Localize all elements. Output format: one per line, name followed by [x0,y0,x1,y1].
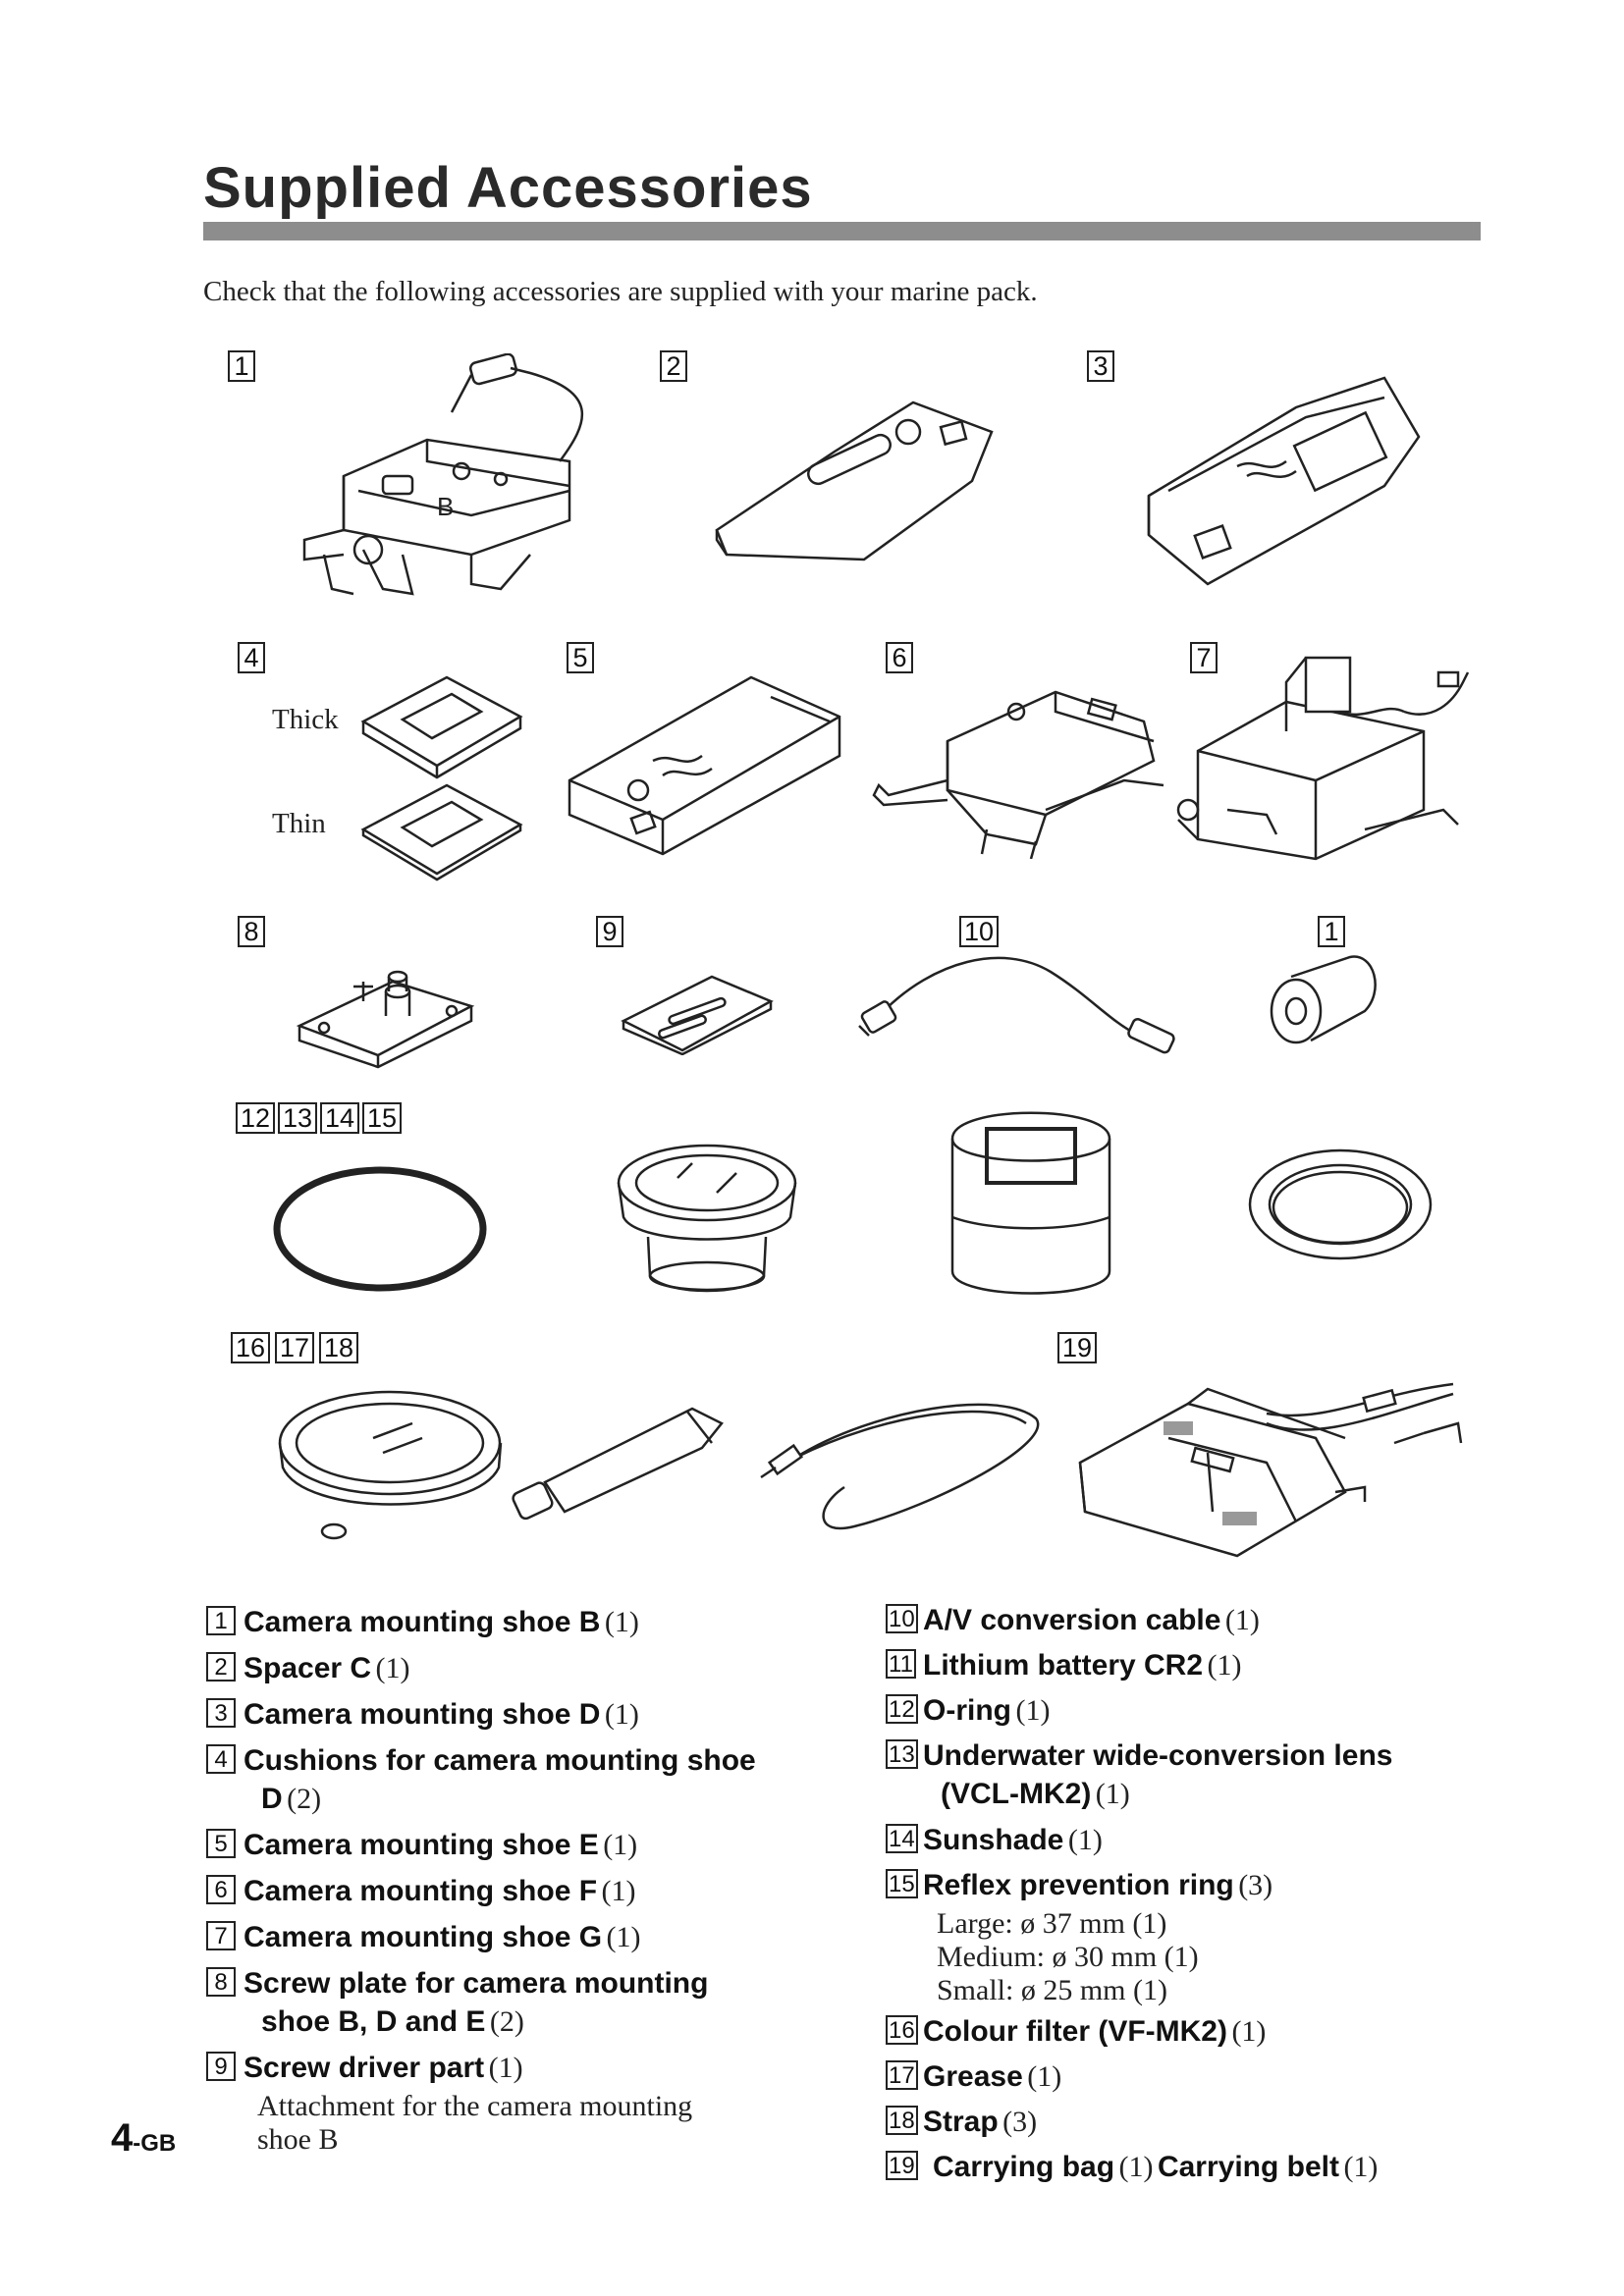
item-name: Camera mounting shoe F [244,1875,598,1907]
item-number: 13 [886,1739,918,1769]
list-item [206,2048,825,2157]
list-item [206,1602,825,1648]
item-name-continued: (VCL-MK2) [941,1778,1092,1810]
item-quantity: (1) [604,1606,639,1638]
list-item [886,2102,1494,2147]
list-item [886,1820,1494,1865]
figure-label-8: 8 [238,916,265,947]
list-item [886,2011,1494,2056]
item-number: 12 [886,1694,918,1724]
lithium-battery-illustration [1262,952,1389,1050]
figure-label-18: 18 [319,1332,358,1363]
figure-label-19: 19 [1057,1332,1097,1363]
list-item [206,1648,825,1694]
item-number: 14 [886,1824,918,1853]
figure-label-6: 6 [886,642,913,673]
item-note: shoe B [257,2123,339,2156]
screw-driver-part-illustration [614,972,776,1055]
item-quantity: (3) [1002,2106,1038,2138]
camera-mounting-shoe-d-illustration [1139,368,1429,594]
svg-text:B: B [437,492,455,521]
item-quantity-secondary: (1) [1343,2151,1379,2183]
item-quantity: (2) [489,2005,524,2038]
item-quantity: (1) [1015,1694,1051,1727]
item-quantity: (1) [1118,2151,1154,2183]
list-item [886,1645,1494,1690]
camera-mounting-shoe-b-illustration [275,353,609,643]
list-item [886,1735,1494,1820]
item-number: 15 [886,1869,918,1898]
item-quantity: (1) [488,2052,523,2084]
figure-label-3: 3 [1087,350,1114,382]
figure-label-15: 15 [362,1102,402,1134]
item-name-continued: shoe B, D and E [261,2005,486,2038]
camera-mounting-shoe-g-illustration [1168,643,1473,869]
thin-label: Thin [272,808,326,839]
item-quantity: (1) [604,1698,639,1731]
item-name-continued: D [261,1783,283,1815]
item-quantity: (1) [1067,1824,1103,1856]
list-item [886,1600,1494,1645]
item-name: Screw plate for camera mounting [244,1967,709,2000]
item-name: Camera mounting shoe G [244,1921,603,1953]
figure-label-9: 9 [596,916,623,947]
item-quantity: (1) [601,1875,636,1907]
thick-label: Thick [272,704,339,735]
item-note: Attachment for the camera mounting [257,2090,693,2122]
intro-text: Check that the following accessories are supplied with your marine pack. [203,276,1038,307]
spacer-c-illustration [707,393,1001,564]
grease-tube-illustration [506,1394,731,1522]
item-name: Underwater wide-conversion lens [923,1739,1393,1772]
item-quantity: (1) [603,1829,638,1861]
list-item [206,1740,825,1825]
title-underline-bar [203,222,1481,240]
item-quantity: (1) [606,1921,641,1953]
page-number [111,2116,176,2161]
item-quantity: (1) [1231,2015,1267,2048]
item-quantity: (1) [1027,2060,1062,2093]
figure-label-16: 16 [231,1332,270,1363]
thin-cushion-illustration [358,780,525,888]
item-number: 6 [206,1875,236,1904]
list-item [206,1694,825,1740]
list-item [206,1871,825,1917]
item-name: Camera mounting shoe D [244,1698,601,1731]
figure-label-2: 2 [660,350,687,382]
item-number: 1 [206,1606,236,1635]
item-name: Grease [923,2060,1023,2093]
item-name: Carrying bag [933,2151,1115,2183]
figure-label-10: 10 [959,916,999,947]
thick-cushion-illustration [358,672,525,780]
item-name: A/V conversion cable [923,1604,1221,1636]
item-name: Sunshade [923,1824,1064,1856]
item-number: 19 [886,2151,918,2180]
colour-filter-illustration [275,1384,506,1541]
page-number-suffix: -GB [133,2130,177,2157]
item-name: Spacer C [244,1652,372,1684]
item-name: Camera mounting shoe B [244,1606,601,1638]
figure-label-1: 1 [228,350,255,382]
wide-conversion-lens-illustration [609,1139,805,1296]
figure-label-4: 4 [238,642,265,673]
item-number: 9 [206,2052,236,2081]
screw-plate-illustration [295,957,476,1070]
page-number-value: 4 [111,2116,134,2160]
item-name: O-ring [923,1694,1011,1727]
item-name: Screw driver part [244,2052,485,2084]
item-name-secondary: Carrying belt [1157,2151,1339,2183]
figure-label-17: 17 [275,1332,314,1363]
item-quantity: (2) [287,1783,322,1815]
item-note: Small: ø 25 mm (1) [937,1974,1167,2006]
item-quantity: (1) [1207,1649,1242,1682]
item-name: Cushions for camera mounting shoe [244,1744,756,1777]
item-name: Camera mounting shoe E [244,1829,599,1861]
item-quantity: (3) [1238,1869,1273,1901]
list-item [206,1917,825,1963]
figure-label-13: 13 [278,1102,317,1134]
item-number: 7 [206,1921,236,1950]
item-name: Reflex prevention ring [923,1869,1234,1901]
sunshade-illustration [943,1099,1119,1306]
av-conversion-cable-illustration [854,942,1188,1065]
item-number: 4 [206,1744,236,1774]
list-item [206,1963,825,2048]
carrying-bag-and-belt-illustration [1070,1355,1463,1566]
item-number: 10 [886,1604,918,1633]
item-note: Large: ø 37 mm (1) [937,1907,1167,1940]
figure-label-12: 12 [236,1102,275,1134]
item-number: 17 [886,2060,918,2090]
item-number: 3 [206,1698,236,1728]
figure-label-5: 5 [567,642,594,673]
item-quantity: (1) [1224,1604,1260,1636]
item-number: 16 [886,2015,918,2045]
item-quantity: (1) [1095,1778,1130,1810]
item-quantity: (1) [375,1652,410,1684]
accessory-list-left [206,1602,825,2157]
item-note: Medium: ø 30 mm (1) [937,1941,1199,1973]
figure-label-11: 1 [1318,916,1345,947]
camera-mounting-shoe-e-illustration [565,667,849,859]
item-name: Lithium battery CR2 [923,1649,1204,1682]
item-number: 11 [886,1649,916,1679]
item-name: Strap [923,2106,999,2138]
reflex-prevention-ring-illustration [1242,1144,1438,1266]
list-item [886,1865,1494,2011]
figure-label-7: 7 [1190,642,1218,673]
accessory-list-right [886,1600,1494,2192]
list-item [886,1690,1494,1735]
list-item [886,2056,1494,2102]
list-item [206,1825,825,1871]
list-item [886,2147,1494,2192]
strap-illustration [756,1389,1051,1536]
figure-label-14: 14 [320,1102,359,1134]
item-number: 18 [886,2106,918,2135]
item-number: 8 [206,1967,236,1997]
item-number: 5 [206,1829,236,1858]
camera-mounting-shoe-f-illustration [869,672,1168,859]
o-ring-illustration [270,1163,491,1296]
item-number: 2 [206,1652,236,1682]
item-name: Colour filter (VF-MK2) [923,2015,1227,2048]
page-title: Supplied Accessories [203,156,813,220]
